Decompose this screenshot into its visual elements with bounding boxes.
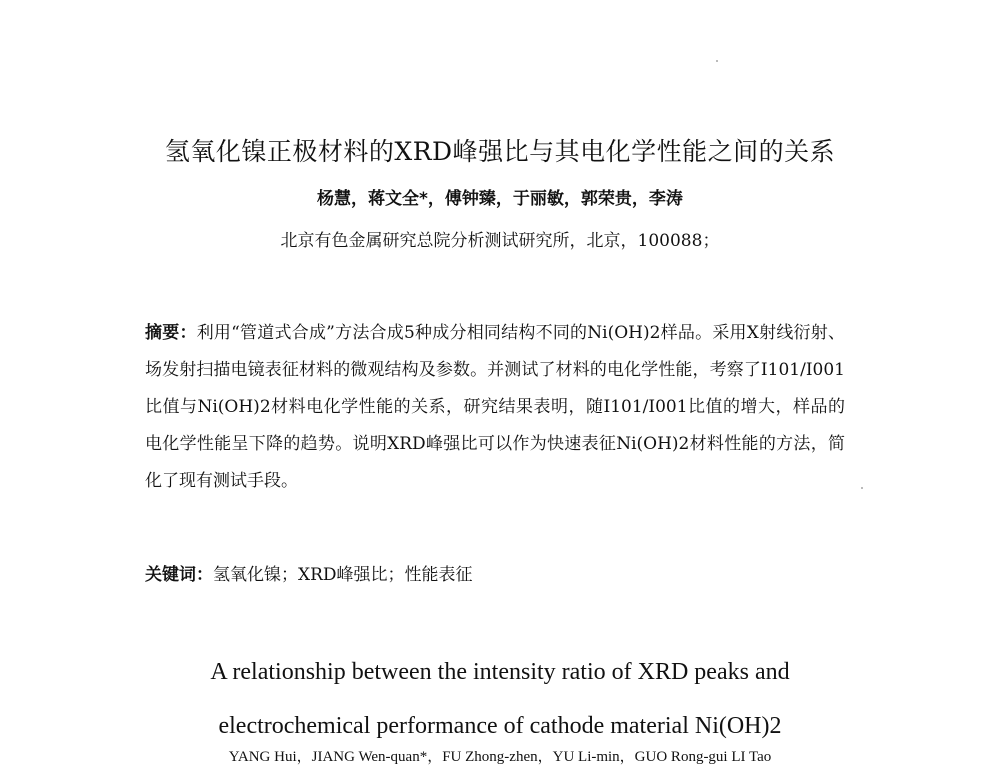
chinese-authors: 杨慧，蒋文全*，傅钟臻，于丽敏，郭荣贵，李涛: [317, 189, 683, 209]
keywords-line: [145, 560, 473, 585]
scan-speck: [861, 487, 863, 489]
scan-speck: [716, 60, 718, 62]
abstract-text: 利用“管道式合成”方法合成5种成分相同结构不同的Ni(OH)2样品。采用X射线衍射、场发射扫描电镜表征材料的微观结构及参数。并测试了材料的电化学性能，考察了I101/I001比值与Ni(OH)2材料电化学性能的关系，研究结果表明，随I101/I001比值的增大，样品的电化学性能呈下降的趋势。说明XRD峰强比可以作为快速表征Ni(OH)2材料性能的方法，简化了现有测试手段。: [145, 323, 845, 491]
keywords-label: 关键词：: [145, 565, 213, 585]
abstract-label: 摘要：: [145, 323, 197, 343]
english-authors: YANG Hui，JIANG Wen-quan*，FU Zhong-zhen，YU Li-min，GUO Rong-gui LI Tao: [228, 749, 772, 765]
english-title-line-2: electrochemical performance of cathode material Ni(OH)2: [218, 713, 782, 739]
english-title: [0, 645, 1000, 753]
abstract-paragraph: [145, 315, 845, 500]
chinese-title: 氢氧化镍正极材料的XRD峰强比与其电化学性能之间的关系: [164, 137, 836, 166]
chinese-affiliation: 北京有色金属研究总院分析测试研究所，北京，100088；: [280, 231, 720, 251]
keywords-text: 氢氧化镍；XRD峰强比；性能表征: [213, 565, 473, 585]
english-title-line-1: A relationship between the intensity ratio of XRD peaks and: [210, 659, 790, 685]
